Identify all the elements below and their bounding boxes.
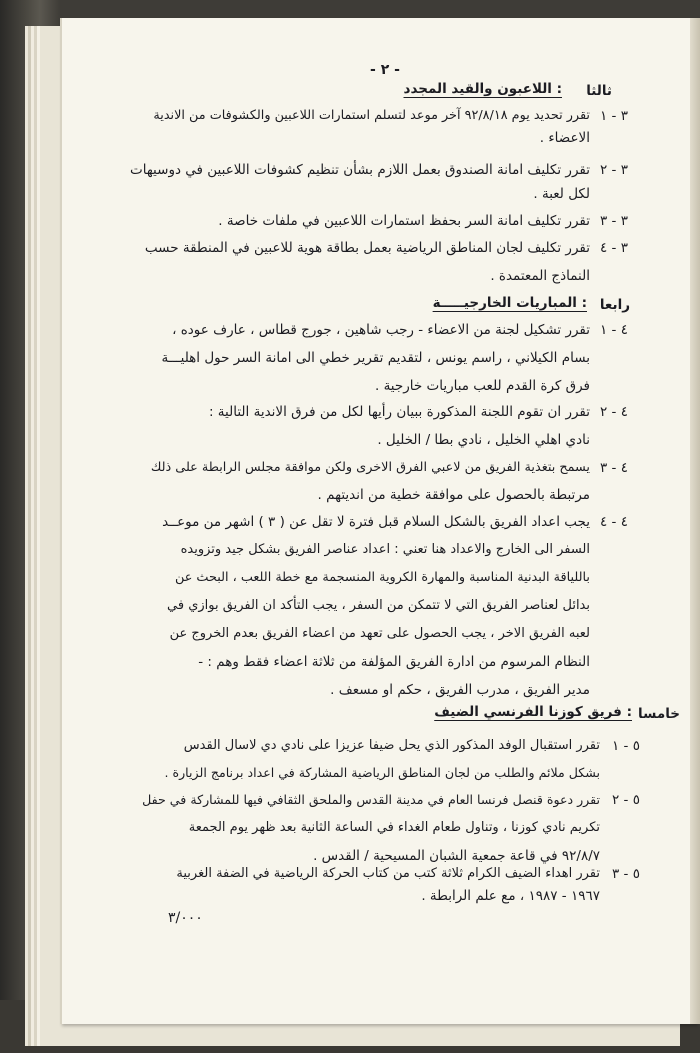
- item-5-2-line-1: تقرر دعوة قنصل فرنسا العام في مدينة القدس والملحق الثقافي فيها للمشاركة في حفل: [142, 792, 600, 807]
- item-4-2-line-2: نادي اهلي الخليل ، نادي بطا / الخليل .: [377, 432, 590, 448]
- section5-label: خامسا: [638, 706, 680, 722]
- item-4-3-number: ٤ - ٣: [600, 460, 628, 476]
- item-4-1-number: ٤ - ١: [600, 322, 628, 338]
- item-5-1-number: ٥ - ١: [612, 738, 640, 754]
- item-4-1-line-1: تقرر تشكيل لجنة من الاعضاء - رجب شاهين ، جورج قطاس ، عارف عوده ،: [172, 322, 590, 338]
- item-3-3-number: ٣ - ٣: [600, 213, 628, 229]
- item-5-3-line-2: ١٩٦٧ - ١٩٨٧ ، مع علم الرابطة .: [421, 888, 600, 904]
- item-4-4-line-7: مدير الفريق ، مدرب الفريق ، حكم او مسعف .: [330, 682, 590, 698]
- item-3-2-line-1: تقرر تكليف امانة الصندوق بعمل اللازم بشأن تنظيم كشوفات اللاعبين في دوسيهات: [130, 162, 590, 178]
- item-4-4-line-2: السفر الى الخارج والاعداد هنا تعني : اعداد عناصر الفريق بشكل جيد وتزويده: [180, 542, 590, 557]
- item-5-3-line-1: تقرر اهداء الضيف الكرام ثلاثة كتب من كتاب الحركة الرياضية في الضفة الغربية: [176, 866, 600, 881]
- item-4-2-line-1: تقرر ان تقوم اللجنة المذكورة ببيان رأيها لكل من فرق الاندية التالية :: [208, 404, 590, 420]
- item-5-2-line-3: ٩٢/٨/٧ في قاعة جمعية الشبان المسيحية / القدس .: [313, 848, 600, 864]
- item-3-2-number: ٣ - ٢: [600, 162, 628, 178]
- page-footer-code: ٣/٠٠٠: [168, 910, 203, 926]
- item-5-2-line-2: تكريم نادي كوزنا ، وتناول طعام الغداء في الساعة الثانية بعد ظهر يوم الجمعة: [188, 820, 600, 835]
- item-3-4-line-2: النماذج المعتمدة .: [490, 268, 590, 284]
- section3-label: ثالثا: [586, 83, 612, 99]
- item-4-3-line-2: مرتبطة بالحصول على موافقة خطية من انديتهم .: [317, 487, 590, 503]
- item-3-1-line-2: الاعضاء .: [539, 130, 590, 146]
- item-5-1-line-1: تقرر استقبال الوفد المذكور الذي يحل ضيفا عزيزا على نادي دي لاسال القدس: [183, 738, 600, 753]
- item-4-4-line-3: باللياقة البدنية المناسبة والمهارة الكروية المنسجمة مع خطة اللعب ، البحث عن: [174, 570, 590, 585]
- item-4-4-line-5: لعبه الفريق الاخر ، يجب الحصول على تعهد من اعضاء الفريق بعدم الخروج عن: [169, 626, 590, 641]
- item-4-4-number: ٤ - ٤: [600, 514, 628, 530]
- item-4-3-line-1: يسمح بتغذية الفريق من لاعبي الفرق الاخرى ولكن موافقة مجلس الرابطة على ذلك: [150, 460, 590, 475]
- item-4-1-line-2: بسام الكيلاني ، راسم يونس ، لتقديم تقرير خطي الى امانة السر حول اهليـــة: [161, 350, 590, 366]
- section3-title: : اللاعبون والقيد المجدد: [403, 81, 562, 97]
- page-right-edge: [690, 18, 700, 1024]
- item-3-1-number: ٣ - ١: [600, 108, 628, 124]
- item-4-4-line-6: النظام المرسوم من ادارة الفريق المؤلفة من ثلاثة اعضاء فقط وهم : -: [198, 654, 590, 670]
- item-3-2-line-2: لكل لعبة .: [533, 186, 590, 202]
- item-3-3-line-1: تقرر تكليف امانة السر بحفظ استمارات اللاعبين في ملفات خاصة .: [218, 213, 590, 229]
- item-4-4-line-4: بدائل لعناصر الفريق التي لا تتمكن من السفر ، يجب التأكد ان الفريق بوازي في: [167, 598, 590, 613]
- item-5-1-line-2: بشكل ملائم والطلب من لجان المناطق الرياضية المشاركة في اعداد برنامج الزيارة .: [164, 765, 600, 780]
- item-3-4-line-1: تقرر تكليف لجان المناطق الرياضية بعمل بطاقة هوية للاعبين في المنطقة حسب: [144, 240, 590, 256]
- section5-title: : فريق كوزنا الفرنسي الضيف: [434, 704, 632, 720]
- item-4-4-line-1: يجب اعداد الفريق بالشكل السلام قبل فترة لا تقل عن ( ٣ ) اشهر من موعــد: [162, 514, 590, 530]
- item-5-3-number: ٥ - ٣: [612, 866, 640, 882]
- section4-label: رابعا: [599, 297, 630, 313]
- section4-title: : المباريات الخارجيـــــة: [432, 295, 587, 311]
- item-5-2-number: ٥ - ٢: [612, 792, 640, 808]
- item-4-2-number: ٤ - ٢: [600, 404, 628, 420]
- item-3-4-number: ٣ - ٤: [600, 240, 628, 256]
- item-3-1-line-1: تقرر تحديد يوم ٩٢/٨/١٨ آخر موعد لتسلم استمارات اللاعبين والكشوفات من الاندية: [153, 108, 590, 123]
- item-4-1-line-3: فرق كرة القدم للعب مباريات خارجية .: [374, 378, 590, 394]
- page-number: - ٢ -: [370, 62, 400, 78]
